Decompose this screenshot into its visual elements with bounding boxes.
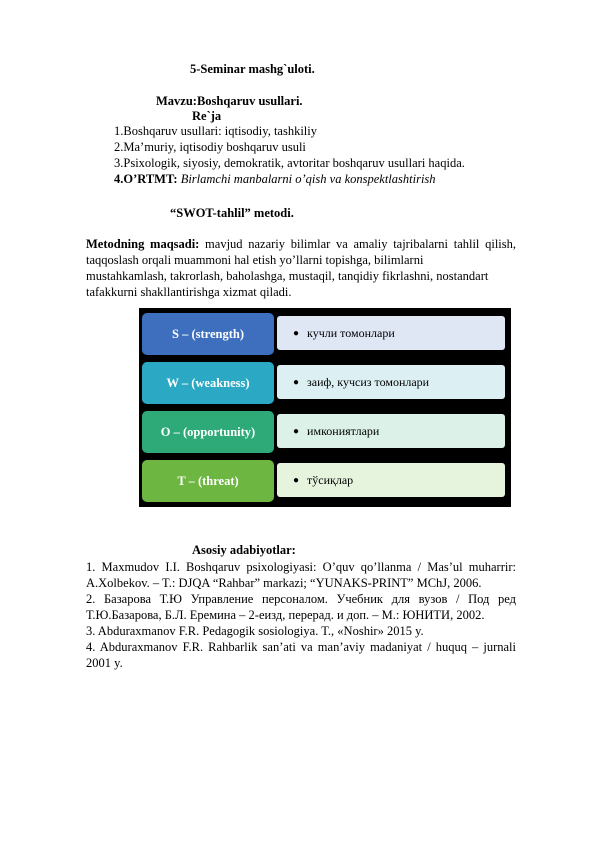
swot-row-strength: [139, 309, 511, 358]
swot-category: T – (threat): [142, 460, 274, 502]
plan-item: 2.Ma’muriy, iqtisodiy boshqaruv usuli: [114, 140, 306, 154]
purpose-paragraph: [86, 236, 516, 300]
bib-item-3-line-1: 3. Abduraxmanov F.R. Pedagogik sosiologiya. T., «Noshir» 2015 y.: [86, 624, 424, 638]
bibliography-list: [86, 559, 516, 671]
bibliography-title: Asosiy adabiyotlar:: [192, 543, 296, 557]
bib-item-1-line-2: A.Xolbekov. – T.: DJQA “Rahbar” markazi; “YUNAKS-PRINT” MChJ, 2006.: [86, 576, 482, 590]
swot-description: кучли томонлари: [307, 325, 395, 340]
method-title: “SWOT-tahlil” metodi.: [170, 206, 294, 220]
swot-category: W – (weakness): [142, 362, 274, 404]
bullet-icon: ●: [293, 376, 300, 388]
bib-item-1-line-1: 1. Maxmudov I.I. Boshqaruv psixologiyasi: O’quv qo’llanma / Mas’ul muharrir:: [86, 560, 516, 574]
purpose-line-2: taqqoslash orqali muammoni hal etish yo’llarni topishga, bilimlarni: [86, 253, 424, 267]
swot-row-opportunity: [139, 407, 511, 456]
bib-item-4-line-2: 2001 y.: [86, 656, 123, 670]
swot-description: тўсиқлар: [307, 472, 354, 487]
purpose-text: mavjud nazariy bilimlar va amaliy tajribalarni tahlil qilish,: [199, 237, 517, 251]
mavzu-heading: Mavzu:Boshqaruv usullari.: [156, 94, 303, 108]
bib-item-4-line-1: 4. Abduraxmanov F.R. Rahbarlik san’ati va man’aviy madaniyat / huquq – jurnali: [86, 640, 516, 654]
swot-category: S – (strength): [142, 313, 274, 355]
plan-item: 1.Boshqaruv usullari: iqtisodiy, tashkiliy: [114, 124, 318, 138]
plan-item: 3.Psixologik, siyosiy, demokratik, avtoritar boshqaruv usullari haqida.: [114, 156, 465, 170]
ortmt-text: Birlamchi manbalarni o’qish va konspektlashtirish: [180, 172, 436, 186]
bullet-icon: ●: [293, 474, 300, 486]
swot-description-box: [277, 316, 505, 350]
swot-description: заиф, кучсиз томонлари: [307, 374, 430, 389]
swot-diagram: [139, 308, 511, 507]
swot-description-box: [277, 365, 505, 399]
reja-heading: Re`ja: [192, 109, 222, 123]
swot-row-weakness: [139, 358, 511, 407]
swot-description-box: [277, 463, 505, 497]
purpose-label: Metodning maqsadi:: [86, 237, 200, 251]
bullet-icon: ●: [293, 425, 300, 437]
swot-description: имкониятлари: [307, 423, 380, 438]
bib-item-2-line-1: 2. Базарова Т.Ю Управление персоналом. Учебник для вузов / Под ред: [86, 592, 516, 606]
purpose-line-3: mustahkamlash, takrorlash, baholashga, mustaqil, tanqidiy fikrlashni, nostandart: [86, 269, 489, 283]
swot-category: O – (opportunity): [142, 411, 274, 453]
bullet-icon: ●: [293, 327, 300, 339]
purpose-line-1: [86, 236, 516, 252]
bib-item-2-line-2: Т.Ю.Базарова, Б.Л. Еремина – 2-еизд, перерад. и доп. – М.: ЮНИТИ, 2002.: [86, 608, 485, 622]
ortmt-line: [114, 172, 436, 187]
swot-description-box: [277, 414, 505, 448]
purpose-line-4: tafakkurni shakllantirishga xizmat qiladi.: [86, 285, 292, 299]
swot-row-threat: [139, 456, 511, 505]
seminar-title: 5-Seminar mashg`uloti.: [190, 62, 315, 76]
ortmt-label: 4.O’RTMT:: [114, 172, 178, 186]
